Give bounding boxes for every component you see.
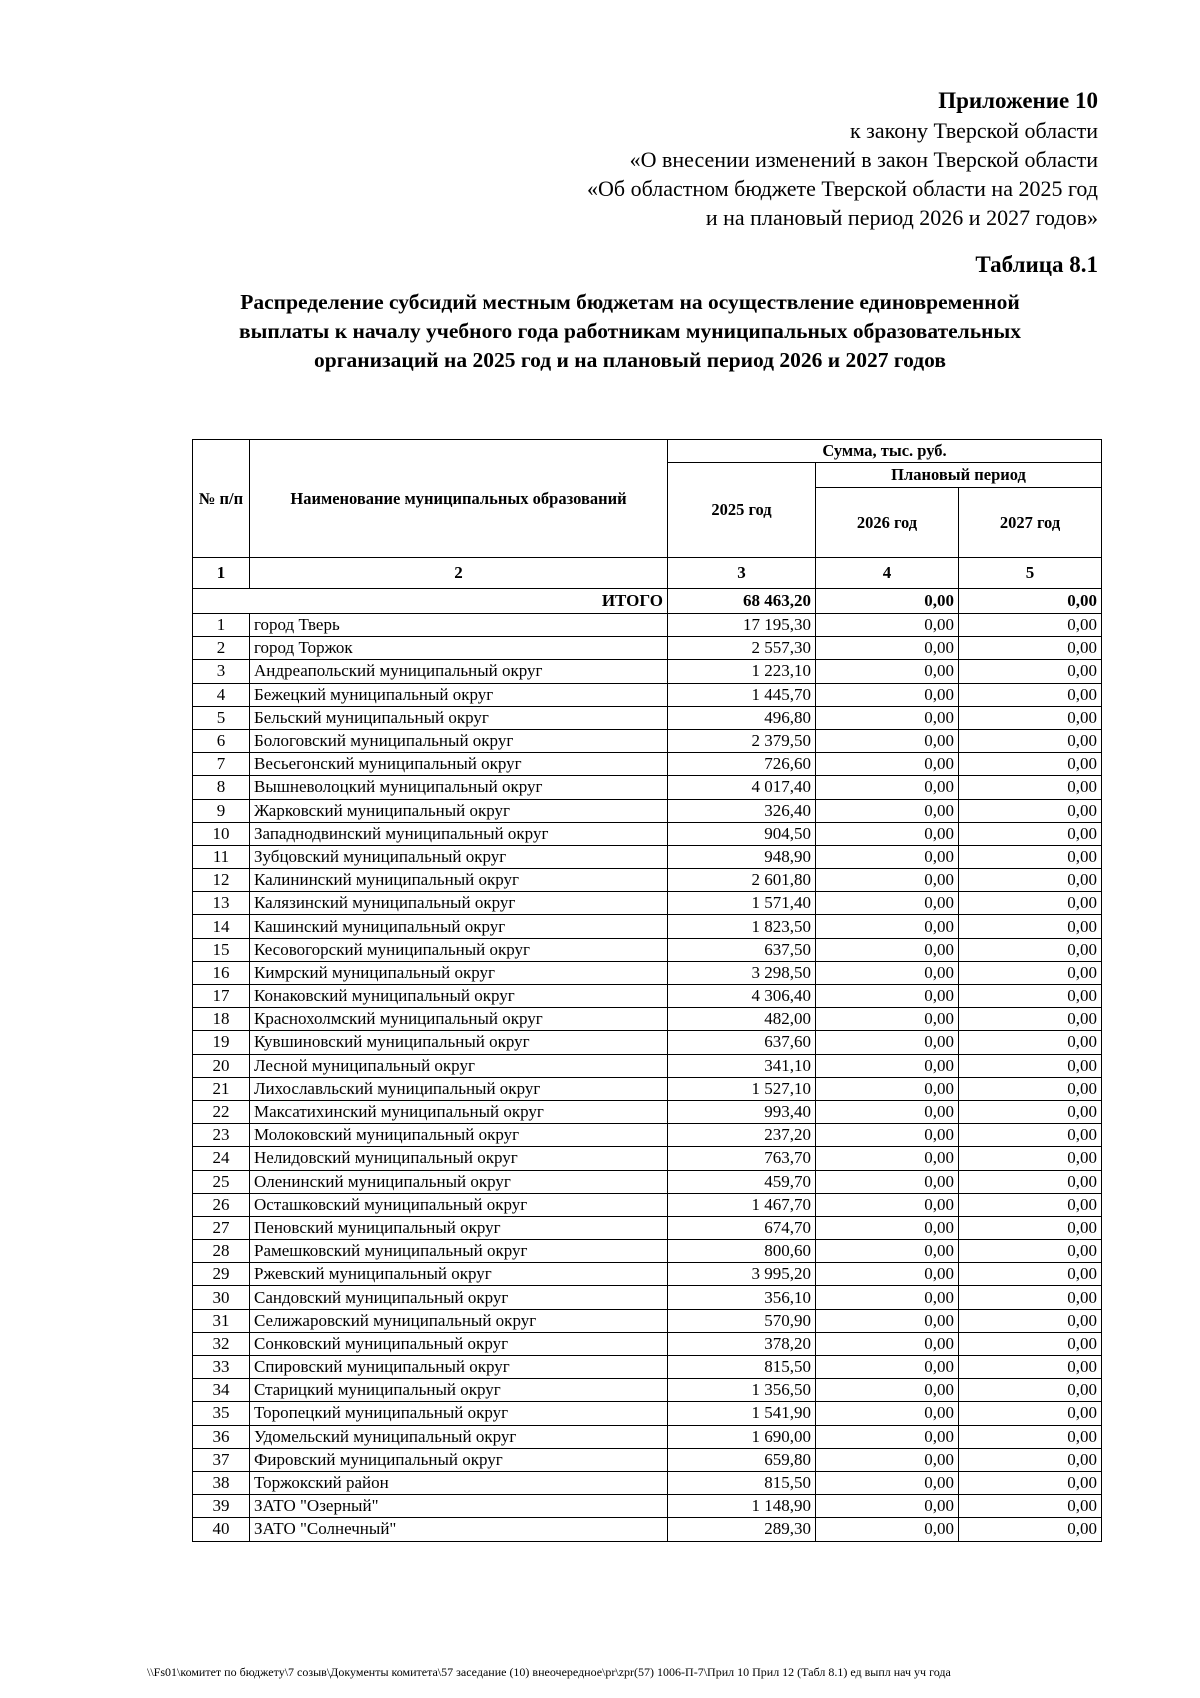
row-2026: 0,00 — [816, 1077, 959, 1100]
table-row — [193, 637, 1102, 660]
row-2027: 0,00 — [959, 1170, 1102, 1193]
row-2026: 0,00 — [816, 1402, 959, 1425]
row-2025: 1 223,10 — [668, 660, 816, 683]
row-2025: 237,20 — [668, 1124, 816, 1147]
row-number: 40 — [193, 1518, 250, 1541]
row-name: Вышневолоцкий муниципальный округ — [250, 776, 668, 799]
row-2025: 948,90 — [668, 845, 816, 868]
row-2026: 0,00 — [816, 892, 959, 915]
row-2025: 2 379,50 — [668, 729, 816, 752]
row-2025: 1 445,70 — [668, 683, 816, 706]
row-name: Сандовский муниципальный округ — [250, 1286, 668, 1309]
row-2026: 0,00 — [816, 799, 959, 822]
row-2026: 0,00 — [816, 1054, 959, 1077]
row-name: Кимрский муниципальный округ — [250, 961, 668, 984]
row-2025: 326,40 — [668, 799, 816, 822]
row-number: 28 — [193, 1240, 250, 1263]
row-2027: 0,00 — [959, 1124, 1102, 1147]
table-row — [193, 753, 1102, 776]
table-row — [193, 1471, 1102, 1494]
table-row — [193, 938, 1102, 961]
row-2027: 0,00 — [959, 1100, 1102, 1123]
row-number: 9 — [193, 799, 250, 822]
row-2027: 0,00 — [959, 869, 1102, 892]
row-name: Оленинский муниципальный округ — [250, 1170, 668, 1193]
file-path-footer: \\Fs01\комитет по бюджету\7 созыв\Документы комитета\57 заседание (10) внеочередное\pr\zpr(57) 1006-П-7\Прил 10 Прил 12 (Табл 8.1) ед выпл нач уч года — [147, 1665, 951, 1679]
table-row — [193, 845, 1102, 868]
row-2027: 0,00 — [959, 892, 1102, 915]
row-2027: 0,00 — [959, 1263, 1102, 1286]
col-number: 4 — [816, 558, 959, 589]
row-number: 2 — [193, 637, 250, 660]
row-2026: 0,00 — [816, 1379, 959, 1402]
row-number: 18 — [193, 1008, 250, 1031]
table-row — [193, 729, 1102, 752]
row-2026: 0,00 — [816, 683, 959, 706]
row-number: 16 — [193, 961, 250, 984]
row-name: Конаковский муниципальный округ — [250, 985, 668, 1008]
row-2026: 0,00 — [816, 776, 959, 799]
row-2025: 3 298,50 — [668, 961, 816, 984]
row-2027: 0,00 — [959, 1077, 1102, 1100]
table-row — [193, 1240, 1102, 1263]
row-name: Селижаровский муниципальный округ — [250, 1309, 668, 1332]
table-row — [193, 660, 1102, 683]
row-number: 26 — [193, 1193, 250, 1216]
row-number: 23 — [193, 1124, 250, 1147]
subsidy-table — [192, 439, 1102, 1542]
row-2027: 0,00 — [959, 660, 1102, 683]
row-2027: 0,00 — [959, 822, 1102, 845]
row-2027: 0,00 — [959, 1286, 1102, 1309]
row-name: Сонковский муниципальный округ — [250, 1332, 668, 1355]
row-number: 8 — [193, 776, 250, 799]
row-number: 4 — [193, 683, 250, 706]
row-name: Молоковский муниципальный округ — [250, 1124, 668, 1147]
row-name: Ржевский муниципальный округ — [250, 1263, 668, 1286]
row-number: 7 — [193, 753, 250, 776]
row-2026: 0,00 — [816, 915, 959, 938]
row-2025: 800,60 — [668, 1240, 816, 1263]
row-number: 38 — [193, 1471, 250, 1494]
total-row — [193, 589, 1102, 614]
row-name: Бежецкий муниципальный округ — [250, 683, 668, 706]
column-numbers-row — [193, 558, 1102, 589]
row-2027: 0,00 — [959, 845, 1102, 868]
row-2027: 0,00 — [959, 1495, 1102, 1518]
row-2027: 0,00 — [959, 1356, 1102, 1379]
row-number: 35 — [193, 1402, 250, 1425]
table-row — [193, 683, 1102, 706]
row-2025: 993,40 — [668, 1100, 816, 1123]
row-2026: 0,00 — [816, 1332, 959, 1355]
table-row — [193, 776, 1102, 799]
row-2026: 0,00 — [816, 1193, 959, 1216]
table-row — [193, 706, 1102, 729]
row-2025: 815,50 — [668, 1471, 816, 1494]
table-row — [193, 1425, 1102, 1448]
row-number: 10 — [193, 822, 250, 845]
row-number: 39 — [193, 1495, 250, 1518]
row-number: 14 — [193, 915, 250, 938]
document-title — [190, 288, 1070, 375]
row-2026: 0,00 — [816, 938, 959, 961]
table-row — [193, 1286, 1102, 1309]
row-2027: 0,00 — [959, 1054, 1102, 1077]
row-2025: 1 527,10 — [668, 1077, 816, 1100]
row-2027: 0,00 — [959, 614, 1102, 637]
row-number: 37 — [193, 1448, 250, 1471]
table-row — [193, 1031, 1102, 1054]
row-name: Калязинский муниципальный округ — [250, 892, 668, 915]
table-head — [193, 440, 1102, 589]
row-name: Кесовогорский муниципальный округ — [250, 938, 668, 961]
row-2026: 0,00 — [816, 1518, 959, 1541]
header-2025: 2025 год — [668, 463, 816, 558]
row-2027: 0,00 — [959, 1309, 1102, 1332]
document-header — [398, 86, 1098, 232]
row-2027: 0,00 — [959, 1147, 1102, 1170]
row-2026: 0,00 — [816, 660, 959, 683]
row-2025: 356,10 — [668, 1286, 816, 1309]
row-name: город Торжок — [250, 637, 668, 660]
row-2026: 0,00 — [816, 753, 959, 776]
row-2026: 0,00 — [816, 1425, 959, 1448]
row-number: 31 — [193, 1309, 250, 1332]
table-label: Таблица 8.1 — [975, 252, 1098, 277]
table-row — [193, 1170, 1102, 1193]
row-2026: 0,00 — [816, 614, 959, 637]
row-2026: 0,00 — [816, 1124, 959, 1147]
row-name: Удомельский муниципальный округ — [250, 1425, 668, 1448]
row-2025: 482,00 — [668, 1008, 816, 1031]
row-name: Спировский муниципальный округ — [250, 1356, 668, 1379]
row-name: Кувшиновский муниципальный округ — [250, 1031, 668, 1054]
row-2025: 1 467,70 — [668, 1193, 816, 1216]
row-2026: 0,00 — [816, 1100, 959, 1123]
row-2026: 0,00 — [816, 822, 959, 845]
row-name: Андреапольский муниципальный округ — [250, 660, 668, 683]
row-2025: 815,50 — [668, 1356, 816, 1379]
row-2027: 0,00 — [959, 915, 1102, 938]
row-2027: 0,00 — [959, 938, 1102, 961]
table-row — [193, 892, 1102, 915]
row-2027: 0,00 — [959, 1332, 1102, 1355]
title-line-2: выплаты к началу учебного года работникам муниципальных образовательных — [238, 319, 1022, 343]
total-2026: 0,00 — [816, 589, 959, 614]
row-2026: 0,00 — [816, 637, 959, 660]
row-2027: 0,00 — [959, 706, 1102, 729]
row-2025: 726,60 — [668, 753, 816, 776]
table-row — [193, 1309, 1102, 1332]
row-2025: 1 541,90 — [668, 1402, 816, 1425]
header-2027: 2027 год — [959, 488, 1102, 558]
row-number: 34 — [193, 1379, 250, 1402]
row-2025: 496,80 — [668, 706, 816, 729]
row-2025: 1 823,50 — [668, 915, 816, 938]
header-sum: Сумма, тыс. руб. — [668, 440, 1102, 463]
row-2025: 659,80 — [668, 1448, 816, 1471]
row-name: Весьегонский муниципальный округ — [250, 753, 668, 776]
row-2027: 0,00 — [959, 961, 1102, 984]
row-2026: 0,00 — [816, 1448, 959, 1471]
row-2027: 0,00 — [959, 1379, 1102, 1402]
row-name: Рамешковский муниципальный округ — [250, 1240, 668, 1263]
row-name: Фировский муниципальный округ — [250, 1448, 668, 1471]
row-number: 27 — [193, 1216, 250, 1239]
row-number: 15 — [193, 938, 250, 961]
row-number: 29 — [193, 1263, 250, 1286]
header-line-3: «Об областном бюджете Тверской области на 2025 год — [587, 176, 1098, 201]
table-row — [193, 1100, 1102, 1123]
table-row — [193, 1448, 1102, 1471]
row-name: Осташковский муниципальный округ — [250, 1193, 668, 1216]
row-name: Западнодвинский муниципальный округ — [250, 822, 668, 845]
table-row — [193, 1518, 1102, 1541]
row-2026: 0,00 — [816, 1309, 959, 1332]
row-2025: 763,70 — [668, 1147, 816, 1170]
row-number: 6 — [193, 729, 250, 752]
row-2027: 0,00 — [959, 729, 1102, 752]
table-row — [193, 1356, 1102, 1379]
row-2025: 674,70 — [668, 1216, 816, 1239]
table-row — [193, 1147, 1102, 1170]
appendix-number: Приложение 10 — [938, 88, 1098, 113]
row-number: 3 — [193, 660, 250, 683]
row-number: 30 — [193, 1286, 250, 1309]
row-name: Лихославльский муниципальный округ — [250, 1077, 668, 1100]
title-line-3: организаций на 2025 год и на плановый период 2026 и 2027 годов — [314, 348, 946, 372]
row-2025: 904,50 — [668, 822, 816, 845]
row-2025: 2 601,80 — [668, 869, 816, 892]
row-2027: 0,00 — [959, 1193, 1102, 1216]
row-2025: 1 356,50 — [668, 1379, 816, 1402]
header-2026: 2026 год — [816, 488, 959, 558]
row-2027: 0,00 — [959, 776, 1102, 799]
row-2027: 0,00 — [959, 1402, 1102, 1425]
header-line-2: «О внесении изменений в закон Тверской области — [629, 147, 1098, 172]
row-number: 33 — [193, 1356, 250, 1379]
row-name: город Тверь — [250, 614, 668, 637]
row-2026: 0,00 — [816, 1216, 959, 1239]
table-row — [193, 961, 1102, 984]
row-2027: 0,00 — [959, 1008, 1102, 1031]
row-2027: 0,00 — [959, 1031, 1102, 1054]
row-2025: 4 017,40 — [668, 776, 816, 799]
row-2025: 1 148,90 — [668, 1495, 816, 1518]
row-2027: 0,00 — [959, 753, 1102, 776]
table-row — [193, 1193, 1102, 1216]
row-number: 25 — [193, 1170, 250, 1193]
row-number: 1 — [193, 614, 250, 637]
row-2026: 0,00 — [816, 729, 959, 752]
row-number: 24 — [193, 1147, 250, 1170]
table-row — [193, 1495, 1102, 1518]
row-2025: 4 306,40 — [668, 985, 816, 1008]
row-name: Торжокский район — [250, 1471, 668, 1494]
table-row — [193, 1054, 1102, 1077]
row-2026: 0,00 — [816, 1170, 959, 1193]
table-row — [193, 799, 1102, 822]
table-row — [193, 1216, 1102, 1239]
row-2026: 0,00 — [816, 1356, 959, 1379]
col-number: 5 — [959, 558, 1102, 589]
row-2026: 0,00 — [816, 706, 959, 729]
row-number: 17 — [193, 985, 250, 1008]
row-number: 32 — [193, 1332, 250, 1355]
row-number: 11 — [193, 845, 250, 868]
table-row — [193, 1332, 1102, 1355]
header-line-4: и на плановый период 2026 и 2027 годов» — [705, 205, 1098, 230]
col-number: 2 — [250, 558, 668, 589]
row-number: 12 — [193, 869, 250, 892]
row-name: Пеновский муниципальный округ — [250, 1216, 668, 1239]
row-2025: 341,10 — [668, 1054, 816, 1077]
total-2025: 68 463,20 — [668, 589, 816, 614]
row-2025: 637,50 — [668, 938, 816, 961]
table-row — [193, 985, 1102, 1008]
row-name: Торопецкий муниципальный округ — [250, 1402, 668, 1425]
row-2025: 17 195,30 — [668, 614, 816, 637]
row-2025: 289,30 — [668, 1518, 816, 1541]
table-row — [193, 614, 1102, 637]
row-2026: 0,00 — [816, 845, 959, 868]
row-2027: 0,00 — [959, 1216, 1102, 1239]
row-2027: 0,00 — [959, 1425, 1102, 1448]
row-2027: 0,00 — [959, 985, 1102, 1008]
row-number: 19 — [193, 1031, 250, 1054]
row-name: Нелидовский муниципальный округ — [250, 1147, 668, 1170]
table-row — [193, 1402, 1102, 1425]
row-name: Краснохолмский муниципальный округ — [250, 1008, 668, 1031]
row-2026: 0,00 — [816, 1147, 959, 1170]
table-row — [193, 1008, 1102, 1031]
row-2026: 0,00 — [816, 1286, 959, 1309]
table-row — [193, 822, 1102, 845]
row-2025: 637,60 — [668, 1031, 816, 1054]
title-line-1: Распределение субсидий местным бюджетам на осуществление единовременной — [240, 290, 1020, 314]
row-2026: 0,00 — [816, 1240, 959, 1263]
col-number: 1 — [193, 558, 250, 589]
row-2027: 0,00 — [959, 799, 1102, 822]
row-2025: 2 557,30 — [668, 637, 816, 660]
header-name: Наименование муниципальных образований — [250, 440, 668, 558]
total-2027: 0,00 — [959, 589, 1102, 614]
row-name: Бологовский муниципальный округ — [250, 729, 668, 752]
table-row — [193, 869, 1102, 892]
row-number: 21 — [193, 1077, 250, 1100]
row-2027: 0,00 — [959, 683, 1102, 706]
header-line-1: к закону Тверской области — [849, 118, 1098, 143]
table-row — [193, 1263, 1102, 1286]
col-number: 3 — [668, 558, 816, 589]
row-name: Максатихинский муниципальный округ — [250, 1100, 668, 1123]
row-2026: 0,00 — [816, 1263, 959, 1286]
row-2027: 0,00 — [959, 637, 1102, 660]
header-num: № п/п — [193, 440, 250, 558]
row-name: Жарковский муниципальный округ — [250, 799, 668, 822]
row-number: 36 — [193, 1425, 250, 1448]
row-2025: 459,70 — [668, 1170, 816, 1193]
row-name: ЗАТО "Солнечный" — [250, 1518, 668, 1541]
table-row — [193, 1124, 1102, 1147]
row-2026: 0,00 — [816, 1031, 959, 1054]
row-2027: 0,00 — [959, 1240, 1102, 1263]
row-name: Кашинский муниципальный округ — [250, 915, 668, 938]
row-name: Калининский муниципальный округ — [250, 869, 668, 892]
row-2026: 0,00 — [816, 869, 959, 892]
total-label: ИТОГО — [193, 589, 668, 614]
row-number: 13 — [193, 892, 250, 915]
row-name: Зубцовский муниципальный округ — [250, 845, 668, 868]
row-2025: 570,90 — [668, 1309, 816, 1332]
table-row — [193, 1077, 1102, 1100]
table-row — [193, 915, 1102, 938]
row-number: 5 — [193, 706, 250, 729]
table-body — [193, 589, 1102, 1542]
row-2026: 0,00 — [816, 1495, 959, 1518]
row-2026: 0,00 — [816, 1471, 959, 1494]
row-2027: 0,00 — [959, 1448, 1102, 1471]
row-2025: 1 571,40 — [668, 892, 816, 915]
row-2026: 0,00 — [816, 961, 959, 984]
row-number: 20 — [193, 1054, 250, 1077]
row-name: Бельский муниципальный округ — [250, 706, 668, 729]
header-planned: Плановый период — [816, 463, 1102, 488]
row-2025: 3 995,20 — [668, 1263, 816, 1286]
row-2027: 0,00 — [959, 1518, 1102, 1541]
table-row — [193, 1379, 1102, 1402]
row-name: Лесной муниципальный округ — [250, 1054, 668, 1077]
row-number: 22 — [193, 1100, 250, 1123]
row-2027: 0,00 — [959, 1471, 1102, 1494]
row-2026: 0,00 — [816, 985, 959, 1008]
row-name: Старицкий муниципальный округ — [250, 1379, 668, 1402]
row-name: ЗАТО "Озерный" — [250, 1495, 668, 1518]
row-2025: 378,20 — [668, 1332, 816, 1355]
row-2025: 1 690,00 — [668, 1425, 816, 1448]
row-2026: 0,00 — [816, 1008, 959, 1031]
